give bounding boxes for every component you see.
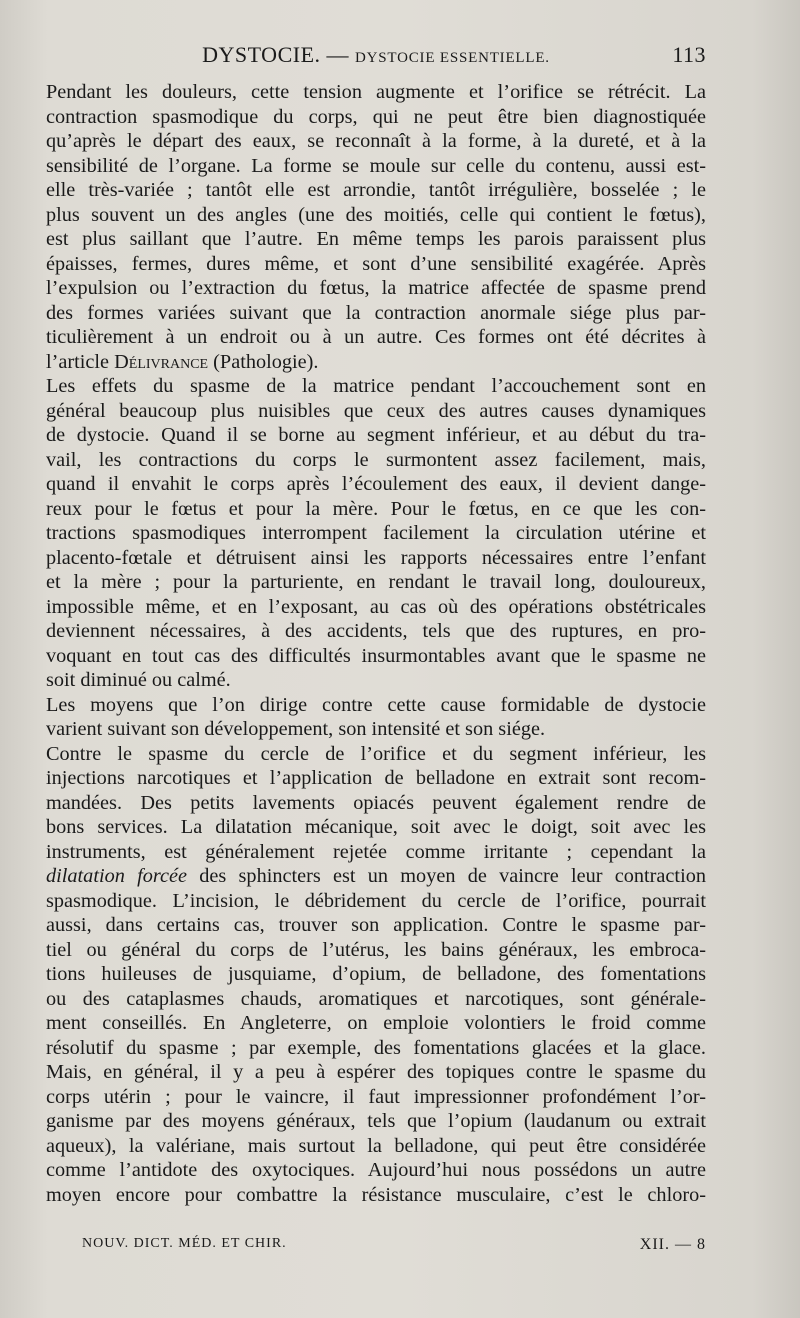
text-line: ticulièrement à un endroit ou à un autre. Ces formes ont été décrites à — [46, 326, 706, 348]
text-line: spasmodique. L’incision, le débridement du cercle de l’orifice, pourrait — [46, 889, 706, 912]
text-line: impossible même, et en l’exposant, au cas où des opérations obstétricales — [46, 595, 706, 618]
header-title: DYSTOCIE. — [202, 42, 321, 67]
text-line: quand il envahit le corps après l’écoulement des eaux, il devient dange- — [46, 473, 706, 495]
paragraph-3 — [46, 693, 706, 742]
text-line: deviennent nécessaires, à des accidents, tels que des ruptures, en pro- — [46, 620, 706, 642]
text-line: vail, les contractions du corps le surmontent assez facilement, mais, — [46, 448, 706, 471]
text-line: l’expulsion ou l’extraction du fœtus, la matrice affectée de spasme prend — [46, 277, 706, 299]
text-line: instruments, est généralement rejetée comme irritante ; cependant la — [46, 840, 706, 863]
text-line: corps utérin ; pour le vaincre, il faut impressionner profondément l’or- — [46, 1085, 706, 1108]
text-line: et la mère ; pour la parturiente, en rendant le travail long, douloureux, — [46, 571, 706, 593]
header-dash: — — [326, 42, 350, 67]
text-line: varient suivant son développement, son intensité et son siége. — [46, 718, 546, 740]
text-line: comme l’antidote des oxytociques. Aujourd’hui nous possédons un autre — [46, 1159, 706, 1181]
text-line: ou des cataplasmes chauds, aromatiques et narcotiques, sont générale- — [46, 987, 706, 1010]
text-line: résolutif du spasme ; par exemple, des fomentations glacées et la glace. — [46, 1036, 706, 1059]
text-fragment: l’article — [46, 350, 115, 373]
text-line: placento-fœtale et détruisent ainsi les rapports nécessaires entre l’enfant — [46, 546, 706, 569]
page-number: 113 — [672, 42, 706, 67]
text-line: soit diminué ou calmé. — [46, 669, 231, 691]
footer-volume: XII. — 8 — [639, 1236, 706, 1253]
italic-term: dilatation forcée — [46, 865, 188, 887]
text-line: elle très-variée ; tantôt elle est arrondie, tantôt irrégulière, bosselée ; le — [46, 179, 706, 201]
text-line: général beaucoup plus nuisibles que ceux des autres causes dynamiques — [46, 399, 706, 422]
text-line: voquant en tout cas des difficultés insurmontables avant que le spasme ne — [46, 644, 706, 667]
header-subtitle: DYSTOCIE ESSENTIELLE. — [355, 50, 550, 66]
text-line: Mais, en général, il y a peu à espérer des topiques contre le spasme du — [46, 1061, 706, 1083]
text-line — [46, 864, 706, 889]
text-line: tiel ou général du corps de l’utérus, les bains généraux, les embroca- — [46, 938, 706, 961]
text-line: est plus saillant que l’autre. En même temps les parois paraissent plus — [46, 228, 706, 250]
text-line: qu’après le départ des eaux, se reconnaît à la forme, à la dureté, et à la — [46, 130, 706, 152]
text-fragment: des sphincters est un moyen de vaincre leur contraction — [187, 865, 706, 887]
paragraph-1 — [46, 80, 706, 374]
footer-signature: NOUV. DICT. MÉD. ET CHIR. — [82, 1236, 287, 1251]
text-line: aussi, dans certains cas, trouver son application. Contre le spasme par- — [46, 914, 706, 936]
paragraph-2 — [46, 374, 706, 693]
cross-reference: Délivrance — [114, 350, 209, 373]
text-line: mandées. Des petits lavements opiacés peuvent également rendre de — [46, 791, 706, 814]
header-title-block — [46, 42, 706, 68]
text-line: aqueux), la valériane, mais surtout la belladone, qui peut être considérée — [46, 1134, 706, 1157]
text-line: tractions spasmodiques interrompent facilement la circulation utérine et — [46, 522, 706, 544]
text-line: plus souvent un des angles (une des moitiés, celle qui contient le fœtus), — [46, 203, 706, 226]
text-line: injections narcotiques et l’application de belladone en extrait sont recom- — [46, 767, 706, 789]
text-line: Les effets du spasme de la matrice pendant l’accouchement sont en — [46, 375, 706, 397]
body-text — [46, 80, 706, 1207]
text-fragment: (Pathologie). — [208, 350, 319, 373]
page-footer — [64, 1236, 706, 1256]
text-line: Pendant les douleurs, cette tension augmente et l’orifice se rétrécit. La — [46, 81, 706, 103]
text-line: moyen encore pour combattre la résistance musculaire, c’est le chloro- — [46, 1183, 706, 1206]
text-line: ment conseillés. En Angleterre, on emploie volontiers le froid comme — [46, 1012, 706, 1034]
text-line — [46, 350, 706, 375]
text-line: contraction spasmodique du corps, qui ne peut être bien diagnostiquée — [46, 105, 706, 128]
text-line: bons services. La dilatation mécanique, soit avec le doigt, soit avec les — [46, 816, 706, 838]
running-header — [46, 42, 706, 72]
text-line: tions huileuses de jusquiame, d’opium, de belladone, des fomentations — [46, 963, 706, 985]
text-line: des formes variées suivant que la contraction anormale siége plus par- — [46, 301, 706, 324]
text-line: épaisses, fermes, dures même, et sont d’une sensibilité exagérée. Après — [46, 252, 706, 275]
text-line: Les moyens que l’on dirige contre cette cause formidable de dystocie — [46, 693, 706, 716]
text-line: de dystocie. Quand il se borne au segment inférieur, et au début du tra- — [46, 424, 706, 446]
paragraph-4 — [46, 742, 706, 1208]
text-line: Contre le spasme du cercle de l’orifice et du segment inférieur, les — [46, 742, 706, 765]
text-line: ganisme par des moyens généraux, tels que l’opium (laudanum ou extrait — [46, 1110, 706, 1132]
text-line: sensibilité de l’organe. La forme se moule sur celle du contenu, aussi est- — [46, 154, 706, 177]
text-line: reux pour le fœtus et pour la mère. Pour le fœtus, en ce que les con- — [46, 497, 706, 520]
